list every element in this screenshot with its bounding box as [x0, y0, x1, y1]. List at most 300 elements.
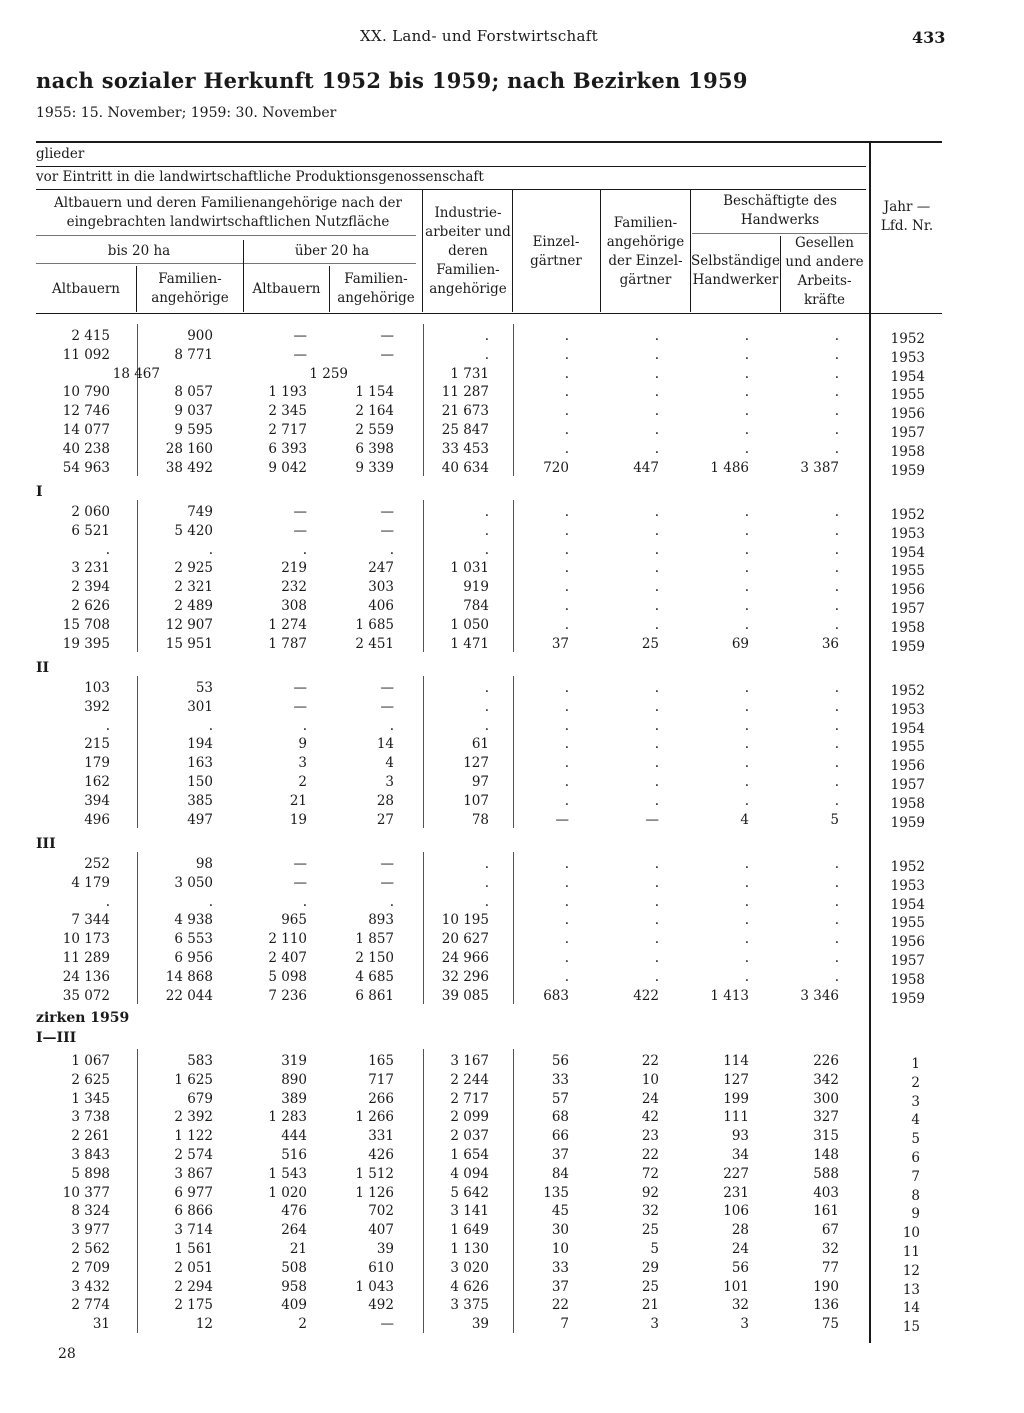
table-cell: 1 259 — [309, 365, 348, 382]
header-familie-1 — [137, 270, 243, 308]
table-cell: 4 179 — [71, 874, 110, 891]
table-cell: 9 037 — [174, 403, 213, 420]
table-cell: 28 — [376, 792, 394, 809]
table-cell: 3 977 — [71, 1222, 110, 1239]
table-cell: . — [654, 736, 659, 753]
table-cell: 21 — [289, 1241, 307, 1257]
table-cell: 165 — [368, 1053, 394, 1069]
header-einzelgaertner — [513, 233, 599, 271]
table-cell: 965 — [281, 912, 307, 929]
table-cell: 32 — [641, 1203, 659, 1220]
table-cell: . — [389, 717, 394, 734]
table-cell: 749 — [187, 504, 213, 520]
table-cell: 22 — [551, 1297, 569, 1314]
table-cell: 6 398 — [355, 440, 394, 457]
header-subrule-ha — [36, 263, 416, 264]
table-cell: 3 050 — [174, 874, 213, 891]
table-cell: 394 — [84, 792, 110, 809]
table-cell: 15 951 — [165, 635, 213, 652]
table-cell: 1 625 — [174, 1071, 213, 1088]
table-cell: . — [484, 698, 489, 715]
header-selbst — [691, 252, 780, 290]
table-cell: 1 050 — [450, 616, 489, 633]
table-cell: . — [564, 792, 569, 809]
table-cell: 9 042 — [268, 459, 307, 476]
row-key: 1956 — [890, 582, 925, 599]
table-cell: . — [654, 541, 659, 558]
column-rule — [423, 1049, 424, 1333]
header-ueber-20ha: über 20 ha — [294, 243, 370, 259]
table-cell: 1 020 — [268, 1184, 307, 1201]
table-cell: . — [105, 893, 110, 910]
column-rule — [423, 500, 424, 652]
table-cell: 3 387 — [800, 459, 839, 476]
table-cell: 23 — [641, 1128, 659, 1145]
row-key: 1954 — [890, 896, 925, 913]
header-gesellen-text: Gesellen und andere Arbeits-kräfte — [785, 235, 864, 308]
row-key: 1955 — [890, 563, 925, 580]
table-cell: 2 150 — [355, 950, 394, 966]
table-cell: . — [564, 346, 569, 363]
table-cell: 4 — [385, 755, 394, 772]
table-cell: . — [744, 579, 749, 596]
table-cell: . — [564, 950, 569, 966]
row-key: 10 — [902, 1225, 920, 1242]
table-cell: 199 — [723, 1090, 749, 1107]
table-cell: 9 — [298, 736, 307, 753]
table-cell: 720 — [543, 459, 569, 476]
section-sublabel: I—III — [36, 1030, 77, 1046]
table-cell: 101 — [723, 1278, 749, 1295]
table-cell: 18 467 — [112, 365, 160, 382]
table-cell: 8 057 — [174, 384, 213, 401]
row-key: 14 — [902, 1300, 920, 1317]
table-cell: 3 167 — [450, 1053, 489, 1069]
row-key: 1957 — [890, 953, 925, 969]
table-cell: 150 — [187, 774, 213, 790]
table-cell: 252 — [84, 856, 110, 872]
table-cell: 22 — [641, 1147, 659, 1163]
table-cell: 717 — [368, 1071, 394, 1088]
table-cell: 148 — [813, 1147, 839, 1163]
table-cell: 900 — [187, 328, 213, 344]
table-cell: 84 — [551, 1165, 569, 1182]
table-cell: 919 — [463, 579, 489, 596]
table-cell: 4 094 — [450, 1165, 489, 1182]
table-cell: 161 — [813, 1203, 839, 1220]
table-cell: . — [654, 403, 659, 420]
table-cell: 39 — [471, 1316, 489, 1333]
table-cell: 127 — [463, 755, 489, 772]
row-key: 2 — [911, 1074, 920, 1091]
table-cell: 68 — [551, 1109, 569, 1126]
table-cell: 56 — [551, 1053, 569, 1069]
table-cell: 114 — [723, 1053, 749, 1069]
row-key: 11 — [902, 1244, 920, 1260]
table-cell: . — [834, 522, 839, 539]
table-cell: 15 708 — [62, 616, 110, 633]
table-cell: 1 413 — [710, 987, 749, 1004]
table-cell: . — [744, 680, 749, 696]
table-cell: . — [744, 365, 749, 382]
header-jahr-text: Jahr — Lfd. Nr. — [880, 199, 934, 234]
table-cell: . — [654, 560, 659, 577]
table-cell: . — [834, 346, 839, 363]
header-gesellen — [781, 234, 868, 310]
table-cell: 39 085 — [441, 987, 489, 1004]
table-cell: 8 771 — [174, 346, 213, 363]
table-cell: 226 — [813, 1053, 839, 1069]
table-cell: 72 — [641, 1165, 659, 1182]
table-cell: . — [302, 893, 307, 910]
table-cell: 266 — [368, 1090, 394, 1107]
table-cell: 1 067 — [71, 1053, 110, 1069]
table-cell: 2 099 — [450, 1109, 489, 1126]
column-rule — [137, 852, 138, 1004]
table-cell: 11 092 — [62, 346, 110, 363]
table-cell: 1 266 — [355, 1109, 394, 1126]
row-key: 3 — [911, 1093, 920, 1110]
row-key: 9 — [911, 1206, 920, 1223]
header-bis-20ha: bis 20 ha — [107, 243, 171, 259]
table-cell: 24 — [641, 1090, 659, 1107]
row-key: 13 — [902, 1281, 920, 1298]
table-cell: 98 — [195, 856, 213, 872]
table-cell: 893 — [368, 912, 394, 929]
table-cell: 37 — [551, 635, 569, 652]
table-cell: 12 907 — [165, 616, 213, 633]
table-cell: . — [564, 874, 569, 891]
header-altbauern-1: Altbauern — [51, 281, 120, 297]
table-cell: 10 790 — [62, 384, 110, 401]
column-rule — [513, 324, 514, 476]
row-key: 4 — [911, 1112, 920, 1129]
column-rule — [137, 676, 138, 828]
table-cell: . — [834, 736, 839, 753]
table-cell: 1 512 — [355, 1165, 394, 1182]
header-altbauern-group — [36, 194, 420, 232]
table-cell: 37 — [551, 1278, 569, 1295]
table-cell: 508 — [281, 1259, 307, 1276]
table-cell: 21 — [289, 792, 307, 809]
table-cell: . — [834, 792, 839, 809]
table-cell: 6 553 — [174, 931, 213, 948]
column-rule — [137, 1049, 138, 1333]
table-cell: . — [564, 440, 569, 457]
row-key: 1955 — [890, 387, 925, 404]
table-cell: 1 274 — [268, 616, 307, 633]
table-cell: 6 866 — [174, 1203, 213, 1220]
table-cell: 3 375 — [450, 1297, 489, 1314]
column-rule — [513, 1049, 514, 1333]
table-cell: — — [293, 346, 307, 363]
header-familie-einzel-text: Familien-angehörige der Einzel-gärtner — [606, 215, 685, 288]
header-divider-g — [690, 190, 691, 312]
table-cell: . — [564, 755, 569, 772]
table-cell: 407 — [368, 1222, 394, 1239]
table-cell: 2 — [298, 774, 307, 790]
section-label: I — [36, 484, 43, 500]
row-key: 1955 — [890, 739, 925, 756]
table-cell: . — [744, 912, 749, 929]
table-cell: 42 — [641, 1109, 659, 1126]
table-cell: 66 — [551, 1128, 569, 1145]
table-cell: . — [654, 856, 659, 872]
table-cell: 2 415 — [71, 328, 110, 344]
table-cell: . — [834, 717, 839, 734]
table-cell: 19 395 — [62, 635, 110, 652]
table-cell: . — [564, 560, 569, 577]
table-cell: 11 287 — [441, 384, 489, 401]
table-cell: 67 — [821, 1222, 839, 1239]
table-cell: 2 164 — [355, 403, 394, 420]
table-cell: 162 — [84, 774, 110, 790]
table-cell: 1 043 — [355, 1278, 394, 1295]
table-cell: 610 — [368, 1259, 394, 1276]
table-cell: 10 173 — [62, 931, 110, 948]
header-rule-vor-eintritt — [36, 189, 866, 190]
table-cell: . — [564, 328, 569, 344]
column-rule — [137, 324, 138, 476]
table-cell: . — [834, 403, 839, 420]
table-cell: 20 627 — [441, 931, 489, 948]
table-cell: 1 130 — [450, 1241, 489, 1257]
table-cell: 3 714 — [174, 1222, 213, 1239]
table-cell: . — [834, 774, 839, 790]
table-cell: 6 956 — [174, 950, 213, 966]
table-cell: — — [380, 328, 394, 344]
table-cell: — — [380, 856, 394, 872]
section-label: III — [36, 836, 56, 852]
table-cell: 24 136 — [62, 968, 110, 985]
header-selbst-text: Selbständige Handwerker — [691, 253, 780, 288]
table-cell: 4 — [740, 811, 749, 828]
table-cell: . — [484, 328, 489, 344]
table-cell: — — [380, 346, 394, 363]
table-cell: 2 625 — [71, 1071, 110, 1088]
row-key: 1952 — [890, 507, 925, 523]
table-cell: 75 — [821, 1316, 839, 1333]
table-cell: . — [834, 579, 839, 596]
table-cell: — — [380, 874, 394, 891]
table-cell: . — [105, 541, 110, 558]
table-cell: . — [654, 893, 659, 910]
table-cell: 2 261 — [71, 1128, 110, 1145]
table-cell: . — [564, 579, 569, 596]
table-cell: 227 — [723, 1165, 749, 1182]
table-cell: 3 — [298, 755, 307, 772]
table-cell: 447 — [633, 459, 659, 476]
table-cell: 135 — [543, 1184, 569, 1201]
table-cell: . — [834, 598, 839, 614]
row-key: 1952 — [890, 683, 925, 699]
table-cell: . — [744, 698, 749, 715]
table-cell: . — [484, 717, 489, 734]
table-cell: 7 — [560, 1316, 569, 1333]
header-glieder: glieder — [36, 146, 85, 162]
table-cell: — — [293, 874, 307, 891]
table-cell: 403 — [813, 1184, 839, 1201]
table-cell: . — [834, 680, 839, 696]
header-rule-bottom — [36, 313, 942, 314]
table-cell: 301 — [187, 698, 213, 715]
row-key: 1958 — [890, 443, 925, 460]
table-cell: 5 420 — [174, 522, 213, 539]
table-cell: 3 — [650, 1316, 659, 1333]
table-cell: . — [484, 856, 489, 872]
table-cell: . — [564, 384, 569, 401]
row-key: 6 — [911, 1150, 920, 1166]
table-cell: . — [834, 365, 839, 382]
table-cell: 6 861 — [355, 987, 394, 1004]
table-cell: — — [293, 328, 307, 344]
table-cell: 1 685 — [355, 616, 394, 633]
table-cell: 2 051 — [174, 1259, 213, 1276]
table-cell: . — [564, 912, 569, 929]
table-cell: 2 489 — [174, 598, 213, 614]
row-key: 1959 — [890, 814, 925, 831]
table-cell: 683 — [543, 987, 569, 1004]
table-cell: 36 — [821, 635, 839, 652]
table-cell: 232 — [281, 579, 307, 596]
table-cell: 496 — [84, 811, 110, 828]
table-cell: . — [302, 541, 307, 558]
table-cell: 5 642 — [450, 1184, 489, 1201]
table-cell: . — [834, 504, 839, 520]
row-key: 8 — [911, 1187, 920, 1204]
table-cell: — — [380, 504, 394, 520]
table-cell: . — [744, 522, 749, 539]
table-cell: 54 963 — [62, 459, 110, 476]
table-cell: 2 394 — [71, 579, 110, 596]
table-cell: . — [654, 598, 659, 614]
table-cell: . — [744, 346, 749, 363]
table-cell: . — [744, 440, 749, 457]
table-cell: — — [380, 680, 394, 696]
table-cell: . — [654, 365, 659, 382]
table-cell: 497 — [187, 811, 213, 828]
table-cell: 331 — [368, 1128, 394, 1145]
table-cell: 2 345 — [268, 403, 307, 420]
row-key: 1954 — [890, 544, 925, 561]
table-cell: . — [654, 616, 659, 633]
table-cell: . — [744, 874, 749, 891]
table-cell: . — [834, 856, 839, 872]
table-cell: 28 160 — [165, 440, 213, 457]
table-cell: 6 977 — [174, 1184, 213, 1201]
table-cell: 21 — [641, 1297, 659, 1314]
row-key: 1959 — [890, 990, 925, 1007]
table-cell: . — [654, 968, 659, 985]
header-jahr — [872, 198, 942, 236]
table-cell: 27 — [376, 811, 394, 828]
table-cell: . — [654, 328, 659, 344]
table-cell: 492 — [368, 1297, 394, 1314]
table-cell: . — [484, 346, 489, 363]
table-cell: 2 559 — [355, 422, 394, 438]
row-key: 1956 — [890, 406, 925, 423]
row-key: 1953 — [890, 701, 925, 718]
table-cell: 111 — [723, 1109, 749, 1126]
table-cell: 38 492 — [165, 459, 213, 476]
table-cell: 319 — [281, 1053, 307, 1069]
table-cell: . — [654, 755, 659, 772]
table-cell: . — [389, 893, 394, 910]
header-familie-2 — [330, 270, 422, 308]
table-cell: — — [293, 680, 307, 696]
table-cell: 300 — [813, 1090, 839, 1107]
table-cell: 9 339 — [355, 459, 394, 476]
table-cell: 22 — [641, 1053, 659, 1069]
table-cell: 163 — [187, 755, 213, 772]
table-cell: 6 521 — [71, 522, 110, 539]
row-key: 1953 — [890, 525, 925, 542]
table-cell: 1 471 — [450, 635, 489, 652]
table-cell: 5 898 — [71, 1165, 110, 1182]
header-rule-top — [36, 141, 942, 143]
table-cell: 2 321 — [174, 579, 213, 596]
table-cell: . — [744, 560, 749, 577]
header-einzelgaertner-text: Einzel-gärtner — [530, 234, 582, 269]
table-cell: . — [484, 541, 489, 558]
table-cell: 25 — [641, 635, 659, 652]
table-cell: . — [564, 403, 569, 420]
table-cell: 78 — [471, 811, 489, 828]
table-cell: . — [834, 755, 839, 772]
table-cell: . — [654, 579, 659, 596]
table-cell: 890 — [281, 1071, 307, 1088]
table-cell: 1 283 — [268, 1109, 307, 1126]
table-cell: . — [744, 384, 749, 401]
table-cell: 303 — [368, 579, 394, 596]
table-cell: . — [744, 950, 749, 966]
table-cell: — — [293, 504, 307, 520]
row-key: 1952 — [890, 859, 925, 875]
header-familie-einzel — [601, 214, 690, 290]
table-cell: 21 673 — [441, 403, 489, 420]
table-cell: . — [654, 874, 659, 891]
table-cell: . — [744, 736, 749, 753]
table-cell: 2 925 — [174, 560, 213, 577]
table-cell: 127 — [723, 1071, 749, 1088]
table-cell: . — [744, 541, 749, 558]
table-cell: . — [834, 328, 839, 344]
row-key: 1959 — [890, 638, 925, 655]
column-rule — [513, 852, 514, 1004]
table-cell: 588 — [813, 1165, 839, 1182]
table-cell: 32 — [731, 1297, 749, 1314]
header-divider-d — [422, 190, 423, 312]
header-familie-2-text: Familien-angehörige — [337, 271, 415, 306]
table-cell: . — [744, 893, 749, 910]
table-cell: . — [834, 912, 839, 929]
table-cell: 2 717 — [268, 422, 307, 438]
table-cell: 2 244 — [450, 1071, 489, 1088]
table-cell: 2 709 — [71, 1259, 110, 1276]
table-cell: . — [564, 736, 569, 753]
table-cell: 2 294 — [174, 1278, 213, 1295]
header-altbauern-group-text: Altbauern und deren Familienangehörige nach der eingebrachten landwirtschaftlichen Nutzfläche — [54, 195, 402, 230]
table-cell: 39 — [376, 1241, 394, 1257]
table-cell: 2 — [298, 1316, 307, 1333]
table-cell: 33 453 — [441, 440, 489, 457]
row-key: 1957 — [890, 425, 925, 441]
table-cell: 107 — [463, 792, 489, 809]
table-cell: 958 — [281, 1278, 307, 1295]
table-cell: . — [484, 874, 489, 891]
table-cell: . — [302, 717, 307, 734]
table-cell: 406 — [368, 598, 394, 614]
